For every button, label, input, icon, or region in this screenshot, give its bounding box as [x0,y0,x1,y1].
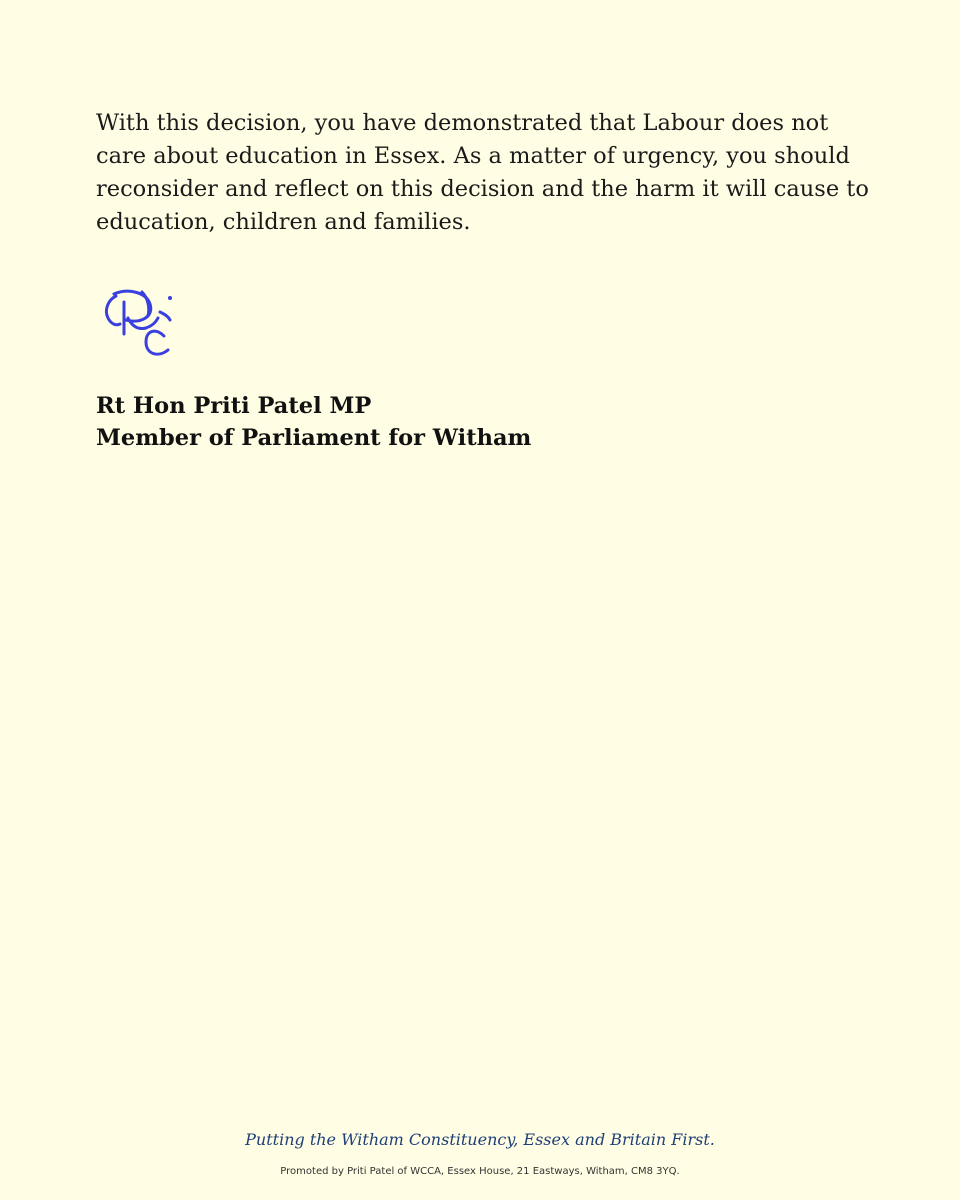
closing-paragraph: With this decision, you have demonstrated that Labour does not care about education in Essex. As a matter of urgency, you should reconsider and reflect on this decision and the harm it will cause to education, children and families. [96,110,869,235]
footer-slogan: Putting the Witham Constituency, Essex and Britain First. [245,1130,715,1149]
signatory-name: Rt Hon Priti Patel MP [96,393,372,419]
footer-imprint: Promoted by Priti Patel of WCCA, Essex House, 21 Eastways, Witham, CM8 3YQ. [280,1166,680,1177]
signatory-title: Member of Parliament for Witham [96,425,532,451]
handwritten-signature [98,284,184,364]
sign-off-block [96,390,531,454]
